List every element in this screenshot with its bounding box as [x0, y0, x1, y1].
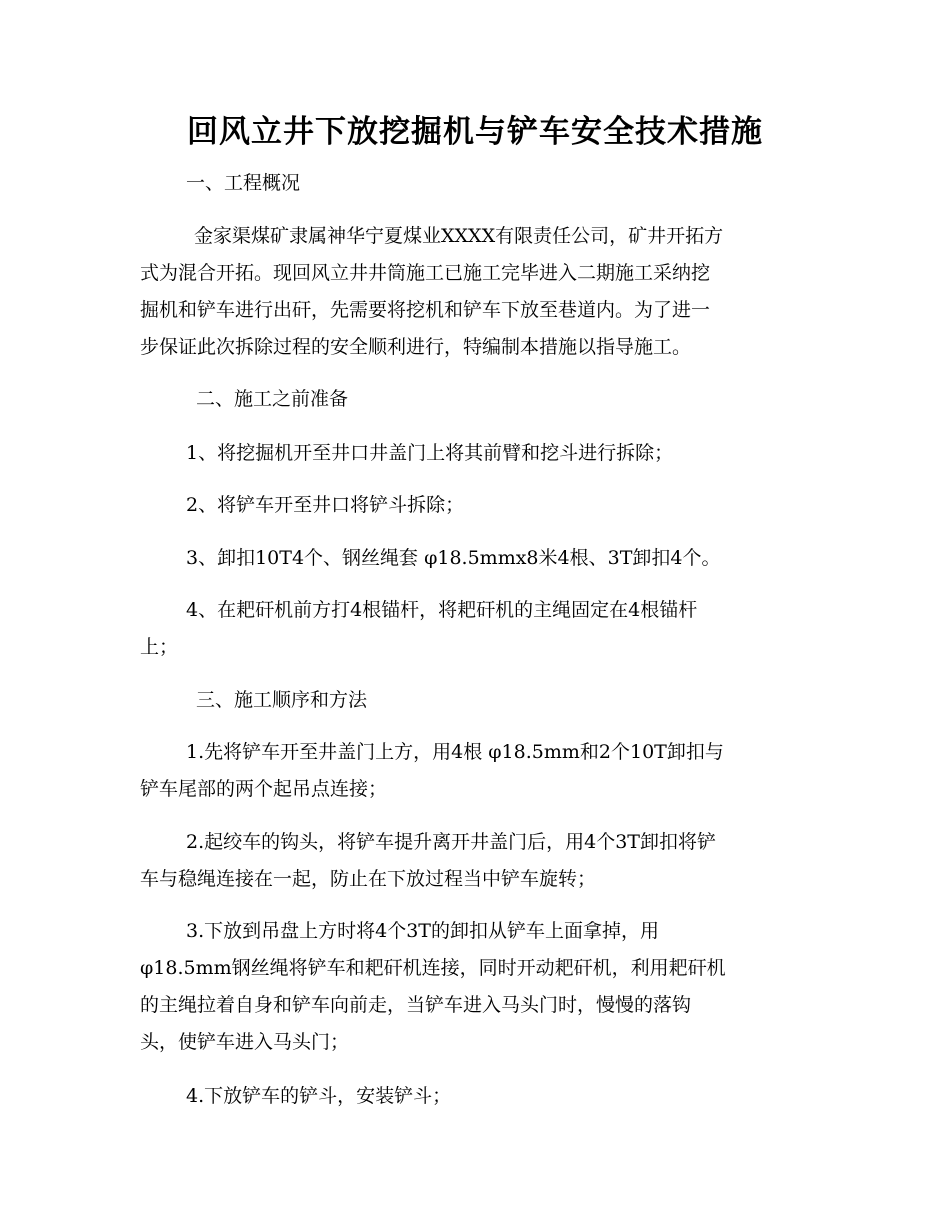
document-title: 回风立井下放挖掘机与铲车安全技术措施 [187, 114, 763, 150]
procedure-item-3-line-3: 的主绳拉着自身和铲车向前走，当铲车进入马头门时，慢慢的落钩 [140, 994, 692, 1016]
section-heading-preparation: 二、施工之前准备 [196, 388, 349, 410]
overview-paragraph-line-2: 式为混合开拓。现回风立井井筒施工已施工完毕进入二期施工采纳挖 [140, 262, 711, 284]
section-heading-procedure: 三、施工顺序和方法 [196, 689, 368, 711]
procedure-item-1-line-2: 铲车尾部的两个起吊点连接； [140, 778, 388, 800]
section-heading-overview: 一、工程概况 [186, 172, 301, 194]
procedure-item-4: 4.下放铲车的铲斗，安装铲斗； [186, 1085, 452, 1107]
overview-paragraph-line-1: 金家渠煤矿隶属神华宁夏煤业XXXX有限责任公司，矿井开拓方 [194, 225, 724, 247]
preparation-item-4-line-1: 4、在耙矸机前方打4根锚杆，将耙矸机的主绳固定在4根锚杆 [186, 599, 698, 621]
procedure-item-2-line-1: 2.起绞车的钩头，将铲车提升离开井盖门后，用4个3T卸扣将铲 [186, 831, 716, 853]
preparation-item-3: 3、卸扣10T4个、钢丝绳套 φ18.5mmx8米4根、3T卸扣4个。 [186, 547, 721, 569]
procedure-item-3-line-1: 3.下放到吊盘上方时将4个3T的卸扣从铲车上面拿掉，用 [186, 920, 659, 942]
preparation-item-2: 2、将铲车开至井口将铲斗拆除； [186, 494, 465, 516]
procedure-item-2-line-2: 车与稳绳连接在一起，防止在下放过程当中铲车旋转； [140, 868, 597, 890]
preparation-item-4-line-2: 上； [140, 636, 179, 658]
preparation-item-1: 1、将挖掘机开至井口井盖门上将其前臂和挖斗进行拆除； [186, 442, 674, 464]
procedure-item-3-line-2: φ18.5mm钢丝绳将铲车和耙矸机连接，同时开动耙矸机，利用耙矸机 [140, 957, 726, 979]
overview-paragraph-line-4: 步保证此次拆除过程的安全顺利进行，特编制本措施以指导施工。 [140, 336, 692, 358]
overview-paragraph-line-3: 掘机和铲车进行出矸，先需要将挖机和铲车下放至巷道内。为了进一 [140, 299, 711, 321]
procedure-item-1-line-1: 1.先将铲车开至井盖门上方，用4根 φ18.5mm和2个10T卸扣与 [186, 741, 724, 763]
procedure-item-3-line-4: 头，使铲车进入马头门； [140, 1031, 350, 1053]
